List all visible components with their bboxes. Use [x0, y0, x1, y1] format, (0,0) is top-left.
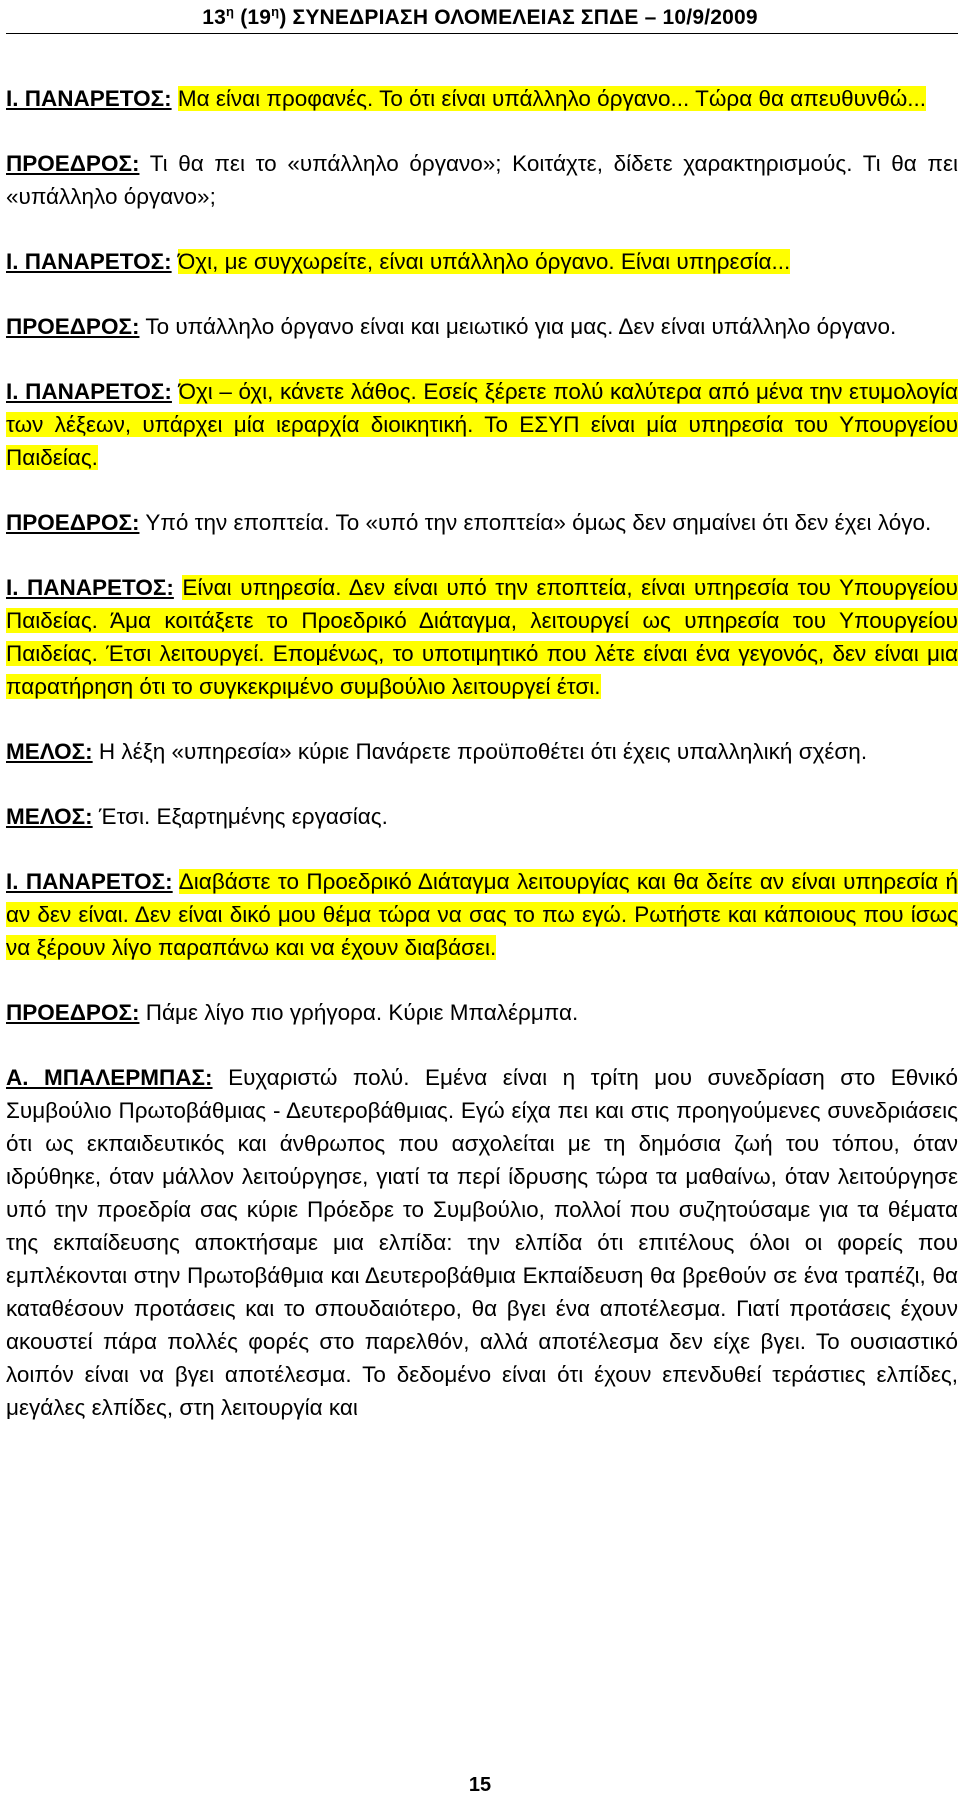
transcript-paragraph — [6, 506, 958, 539]
transcript-paragraph — [6, 735, 958, 768]
speech-text: Πάμε λίγο πιο γρήγορα. Κύριε Μπαλέρμπα. — [145, 1000, 579, 1025]
speech-text: Μα είναι προφανές. Το ότι είναι υπάλληλο όργανο... Τώρα θα απευθυνθώ... — [177, 86, 927, 111]
transcript-paragraph — [6, 865, 958, 964]
speaker-label: ΜΕΛΟΣ: — [6, 739, 93, 764]
speech-text: Τι θα πει το «υπάλληλο όργανο»; Κοιτάχτε, δίδετε χαρακτηρισμούς. Τι θα πει «υπάλληλο όργανο»; — [6, 151, 958, 209]
speaker-label: ΠΡΟΕΔΡΟΣ: — [6, 1000, 140, 1025]
speaker-label: ΠΡΟΕΔΡΟΣ: — [6, 510, 140, 535]
transcript-paragraph — [6, 571, 958, 703]
speaker-label: Α. ΜΠΑΛΕΡΜΠΑΣ: — [6, 1065, 213, 1090]
transcript-paragraph — [6, 147, 958, 213]
speaker-label: Ι. ΠΑΝΑΡΕΤΟΣ: — [6, 379, 172, 404]
speech-text: Το υπάλληλο όργανο είναι και μειωτικό για μας. Δεν είναι υπάλληλο όργανο. — [145, 314, 897, 339]
speech-text: Όχι – όχι, κάνετε λάθος. Εσείς ξέρετε πολύ καλύτερα από μένα την ετυμολογία των λέξεων, υπάρχει μία ιεραρχία διοικητική. Το ΕΣΥΠ είναι μία υπηρεσία του Υπουργείου Παιδείας. — [6, 379, 958, 470]
transcript-paragraph — [6, 310, 958, 343]
header-title: ) ΣΥΝΕΔΡΙΑΣΗ ΟΛΟΜΕΛΕΙΑΣ ΣΠΔΕ – 10/9/2009 — [279, 6, 758, 29]
page-header — [0, 4, 960, 30]
speech-text: Η λέξη «υπηρεσία» κύριε Πανάρετε προϋποθέτει ότι έχεις υπαλληλική σχέση. — [98, 739, 868, 764]
speaker-label: Ι. ΠΑΝΑΡΕΤΟΣ: — [6, 249, 172, 274]
transcript-paragraph — [6, 800, 958, 833]
header-ordinal-suffix: η — [226, 4, 235, 19]
header-session-number-2: (19 — [240, 6, 272, 29]
speaker-label: Ι. ΠΑΝΑΡΕΤΟΣ: — [6, 869, 173, 894]
transcript-paragraph — [6, 82, 958, 115]
speech-text: Διαβάστε το Προεδρικό Διάταγμα λειτουργίας και θα δείτε αν είναι υπηρεσία ή αν δεν είναι. Δεν είναι δικό μου θέμα τώρα να σας το πω εγώ. Ρωτήστε και κάποιους που ίσως να ξέρουν λίγο παραπάνω και να έχουν διαβάσει. — [6, 869, 958, 960]
transcript-paragraph — [6, 245, 958, 278]
page-number: 15 — [468, 1774, 492, 1796]
speaker-label: Ι. ΠΑΝΑΡΕΤΟΣ: — [6, 575, 174, 600]
header-divider — [6, 33, 958, 34]
header-session-number: 13 — [202, 6, 226, 29]
speech-text: Ευχαριστώ πολύ. Εμένα είναι η τρίτη μου συνεδρίαση στο Εθνικό Συμβούλιο Πρωτοβάθμιας - Δευτεροβάθμιας. Εγώ είχα πει και στις προηγούμενες συνεδριάσεις ότι ως εκπαιδευτικός και άνθρωπος που ασχολείται με τη δημόσια ζωή του τόπου, όταν ιδρύθηκε, όταν μάλλον λειτούργησε, γιατί τα περί ίδρυσης τώρα τα μαθαίνω, όταν λειτούργησε υπό την προεδρία σας κύριε Πρόεδρε το Συμβούλιο, πολλοί που συζητούσαμε για τα θέματα της εκπαίδευσης αποκτήσαμε μια ελπίδα: την ελπίδα ότι επιτέλους όλοι οι φορείς που εμπλέκονται στην Πρωτοβάθμια και Δευτεροβάθμια Εκπαίδευση θα βρεθούν σε ένα τραπέζι, θα καταθέσουν προτάσεις και το σπουδαιότερο, θα βγει ένα αποτέλεσμα. Γιατί προτάσεις έχουν ακουστεί πάρα πολλές φορές στο παρελθόν, αλλά αποτέλεσμα δεν είχε βγει. Το ουσιαστικό λοιπόν είναι να βγει αποτέλεσμα. Το δεδομένο είναι ότι έχουν επενδυθεί τεράστιες ελπίδες, μεγάλες ελπίδες, στη λειτουργία και — [6, 1065, 959, 1420]
speech-text: Υπό την εποπτεία. Το «υπό την εποπτεία» όμως δεν σημαίνει ότι δεν έχει λόγο. — [145, 510, 932, 535]
header-ordinal-suffix-2: η — [271, 4, 280, 19]
speech-text: Έτσι. Εξαρτημένης εργασίας. — [98, 804, 388, 829]
speaker-label: ΜΕΛΟΣ: — [6, 804, 93, 829]
transcript-paragraph — [6, 375, 958, 474]
transcript-paragraph — [6, 1061, 958, 1424]
speaker-label: ΠΡΟΕΔΡΟΣ: — [6, 151, 140, 176]
transcript-paragraph — [6, 996, 958, 1029]
transcript-body — [6, 82, 958, 1456]
speech-text: Είναι υπηρεσία. Δεν είναι υπό την εποπτεία, είναι υπηρεσία του Υπουργείου Παιδείας. Άμα κοιτάξετε το Προεδρικό Διάταγμα, λειτουργεί ως υπηρεσία του Υπουργείου Παιδείας. Έτσι λειτουργεί. Επομένως, το υποτιμητικό που λέτε είναι ένα γεγονός, δεν είναι μια παρατήρηση ότι το συγκεκριμένο συμβούλιο λειτουργεί έτσι. — [6, 575, 958, 699]
speech-text: Όχι, με συγχωρείτε, είναι υπάλληλο όργανο. Είναι υπηρεσία... — [177, 249, 791, 274]
speaker-label: Ι. ΠΑΝΑΡΕΤΟΣ: — [6, 86, 172, 111]
speaker-label: ΠΡΟΕΔΡΟΣ: — [6, 314, 140, 339]
